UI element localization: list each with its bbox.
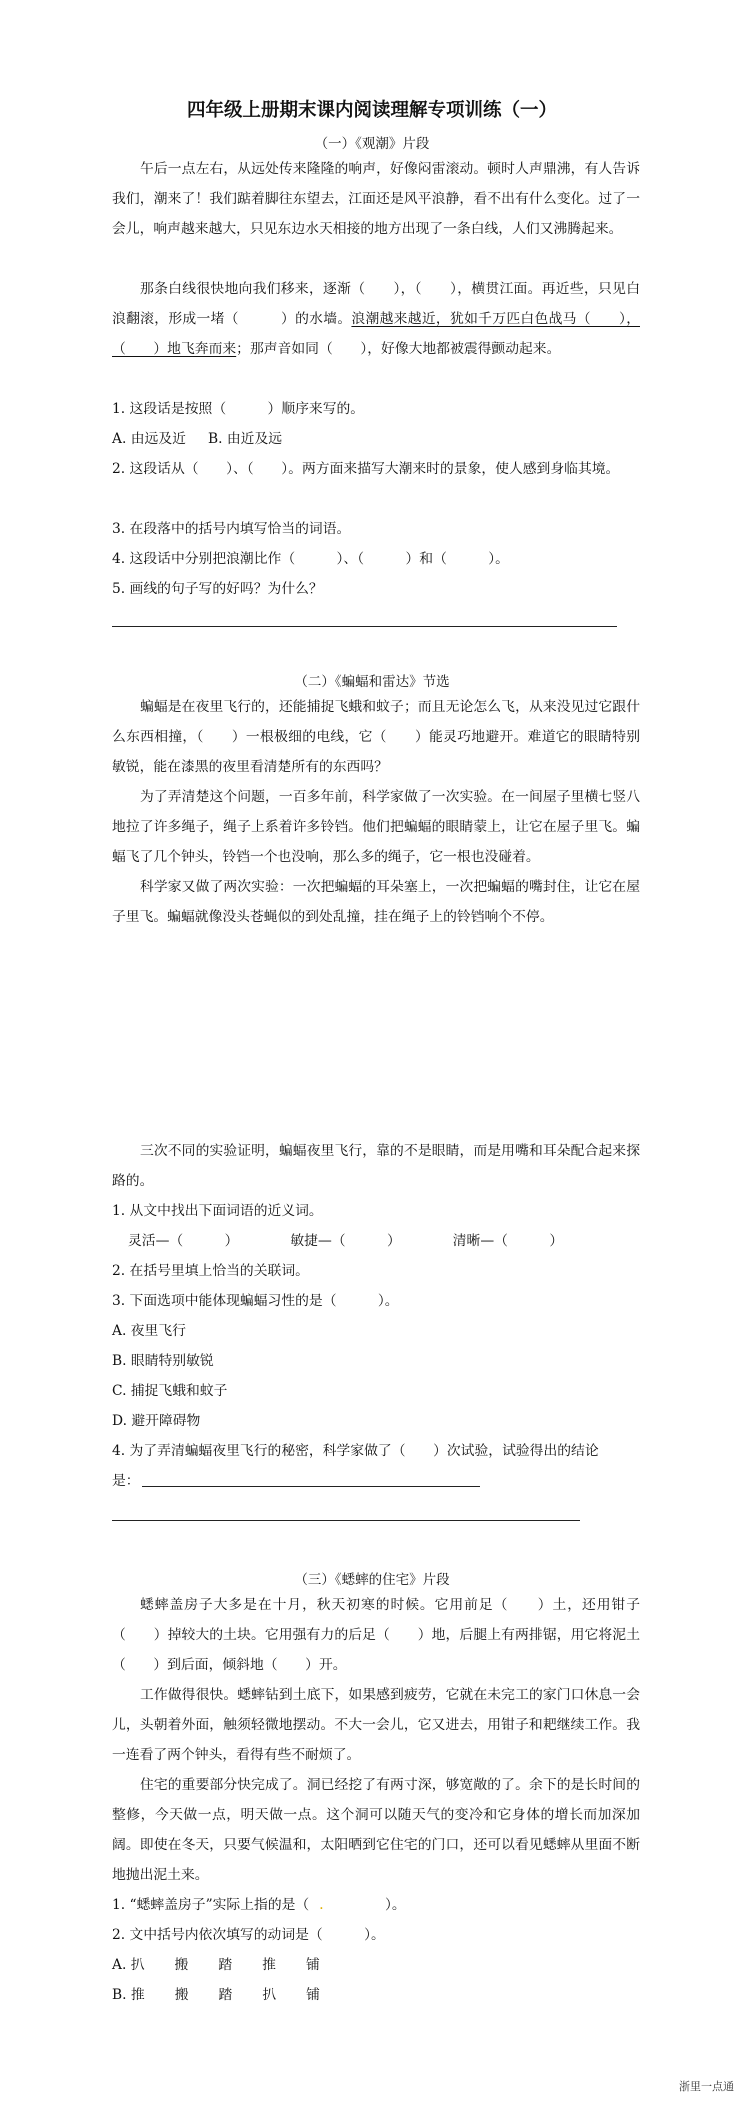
- s3-paragraph-1: 蟋蟀盖房子大多是在十月，秋天初寒的时候。它用前足（ ）土，还用钳子（ ）掉较大的土块。它用强有力的后足（ ）地，后腿上有两排锯，用它将泥土（ ）到后面，倾斜地（ ）开。: [112, 1597, 640, 1673]
- s1-paragraph-1: 午后一点左右，从远处传来隆隆的响声，好像闷雷滚动。顿时人声鼎沸，有人告诉我们，潮来了！我们踮着脚往东望去，江面还是风平浪静，看不出有什么变化。过了一会儿，响声越来越大，只见东边水天相接的地方出现了一条白线，人们又沸腾起来。: [112, 161, 640, 237]
- s3-option-b-4: 扒: [262, 1987, 277, 2003]
- page-title: 四年级上册期末课内阅读理解专项训练（一）: [186, 100, 557, 121]
- s3-option-a: [112, 1950, 640, 1980]
- s3-option-b-2: 搬: [174, 1987, 189, 2003]
- s1-question-4: 4. 这段话中分别把浪潮比作（ ）、（ ）和（ ）。: [112, 551, 509, 567]
- s1-q1-options: [112, 424, 640, 454]
- s1-question-1: 1. 这段话是按照（ ）顺序来写的。: [112, 401, 365, 417]
- s3-option-a-1: A. 扒: [112, 1957, 145, 1973]
- s2-synonym-3: 清晰—（ ）: [452, 1233, 564, 1249]
- s2-paragraph-4: 三次不同的实验证明，蝙蝠夜里飞行，靠的不是眼睛，而是用嘴和耳朵配合起来探路的。: [112, 1143, 640, 1189]
- s1-p2-end: ；那声音如同（ ），好像大地都被震得颤动起来。: [236, 341, 561, 357]
- s3-option-a-5: 铺: [305, 1957, 320, 1973]
- s2-answer-line-1: [142, 1486, 480, 1487]
- s3-question-1: [112, 1890, 640, 1920]
- s2-option-b: B. 眼睛特别敏锐: [112, 1353, 214, 1369]
- s1-question-2: 2. 这段话从（ ）、（ ）。两方面来描写大潮来时的景象，使人感到身临其境。: [112, 461, 620, 477]
- underlined-sentence: 浪潮越来越近，犹如千万匹白色战马（ ），（ ）地飞奔而来: [112, 311, 640, 357]
- s2-question-3: 3. 下面选项中能体现蝙蝠习性的是（ ）。: [112, 1293, 399, 1309]
- s1-paragraph-2: [112, 274, 640, 364]
- s2-synonym-2: 敏捷—（ ）: [290, 1233, 401, 1249]
- s2-option-a: A. 夜里飞行: [112, 1323, 186, 1339]
- s3-option-b-5: 铺: [306, 1987, 320, 2003]
- s2-question-1: 1. 从文中找出下面词语的近义词。: [112, 1203, 323, 1219]
- s2-synonym-1: 灵活—（ ）: [128, 1233, 239, 1249]
- s1-p2-start: 那条白线很快地向我们移来，逐渐（ ），（ ），横贯江面。再近些，只见白浪翻滚，形成一堵（ ）的水墙。: [112, 281, 640, 327]
- s2-paragraph-2: 为了弄清楚这个问题，一百多年前，科学家做了一次实验。在一间屋子里横七竖八地拉了许多绳子，绳子上系着许多铃铛。他们把蝙蝠的眼睛蒙上，让它在屋子里飞。蝙蝠飞了几个钟头，铃铛一个也没响，那么多的绳子，它一根也没碰着。: [112, 789, 640, 865]
- s3-option-b-3: 踏: [218, 1987, 233, 2003]
- s3-q1-close: ）。: [385, 1897, 406, 1913]
- s3-option-a-3: 踏: [218, 1957, 233, 1973]
- s2-question-2: 2. 在括号里填上恰当的关联词。: [112, 1263, 309, 1279]
- s1-q1-option-a: A. 由远及近: [112, 431, 186, 447]
- s1-question-5: 5. 画线的句子写的好吗？为什么？: [112, 581, 323, 597]
- s3-option-a-4: 推: [262, 1957, 276, 1973]
- s1-q1-option-b: B. 由近及远: [207, 431, 283, 447]
- section-1-heading: （一）《观潮》片段: [314, 136, 430, 152]
- s2-question-4: 4. 为了弄清蝙蝠夜里飞行的秘密，科学家做了（ ）次试验，试验得出的结论: [112, 1443, 599, 1459]
- section-2-heading: （二）《蝙蝠和雷达》节选: [294, 674, 450, 690]
- s1-question-3: 3. 在段落中的括号内填写恰当的词语。: [112, 521, 351, 537]
- s3-paragraph-3: 住宅的重要部分快完成了。洞已经挖了有两寸深，够宽敞的了。余下的是长时间的整修，今天做一点，明天做一点。这个洞可以随天气的变冷和它身体的增长而加深加阔。即使在冬天，只要气候温和，太阳晒到它住宅的门口，还可以看见蟋蟀从里面不断地抛出泥土来。: [112, 1777, 640, 1883]
- s3-paragraph-2: 工作做得很快。蟋蟀钻到土底下，如果感到疲劳，它就在未完工的家门口休息一会儿，头朝着外面，触须轻微地摆动。不大一会儿，它又进去，用钳子和耙继续工作。我一连看了两个钟头，看得有些不耐烦了。: [112, 1687, 640, 1763]
- s3-q1-dot: ．: [319, 1897, 334, 1913]
- s2-question-4-conclusion: 是：: [112, 1473, 140, 1489]
- footer-watermark: 浙里一点通: [679, 2080, 734, 2093]
- section-3-heading: （三）《蟋蟀的住宅》片段: [294, 1572, 450, 1588]
- s3-q1-text: 1. “蟋蟀盖房子”实际上指的是（: [112, 1897, 310, 1913]
- s2-option-d: D. 避开障碍物: [112, 1413, 201, 1429]
- s2-answer-line-2: [112, 1520, 580, 1521]
- s2-paragraph-1: 蝙蝠是在夜里飞行的，还能捕捉飞蛾和蚊子；而且无论怎么飞，从来没见过它跟什么东西相撞，（ ）一根极细的电线，它（ ）能灵巧地避开。难道它的眼睛特别敏锐，能在漆黑的夜里看清楚所有的东西吗？: [112, 699, 640, 775]
- s3-option-b-1: B. 推: [112, 1987, 145, 2003]
- s3-option-b: [112, 1980, 640, 2010]
- s2-synonym-row: [128, 1226, 656, 1256]
- s2-option-c: C. 捕捉飞蛾和蚊子: [112, 1383, 228, 1399]
- s1-answer-line: [112, 626, 617, 627]
- s3-option-a-2: 搬: [174, 1957, 189, 1973]
- s2-paragraph-3: 科学家又做了两次实验：一次把蝙蝠的耳朵塞上，一次把蝙蝠的嘴封住，让它在屋子里飞。蝙蝠就像没头苍蝇似的到处乱撞，挂在绳子上的铃铛响个不停。: [112, 879, 640, 925]
- s3-question-2: 2. 文中括号内依次填写的动词是（ ）。: [112, 1927, 385, 1943]
